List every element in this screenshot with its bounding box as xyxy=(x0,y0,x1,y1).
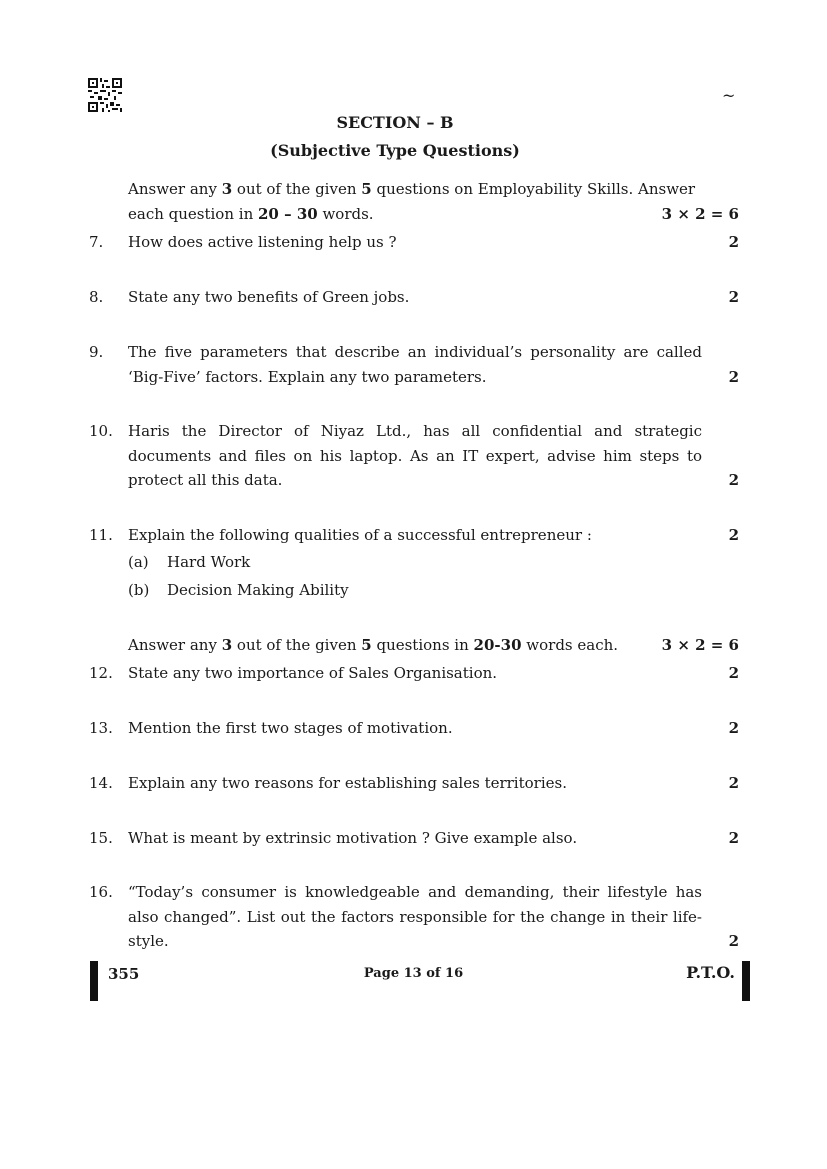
question-text: documents and files on his laptop. As an IT expert, advise him steps to xyxy=(128,447,702,465)
question-number: 13. xyxy=(89,719,113,737)
question-text: How does active listening help us ? xyxy=(128,233,397,251)
question-text: also changed”. List out the factors responsible for the change in their life- xyxy=(128,908,702,926)
instruction-1-line-2: each question in 20 – 30 words. xyxy=(128,205,374,223)
question-marks: 2 xyxy=(728,526,739,544)
question-text: What is meant by extrinsic motivation ? Give example also. xyxy=(128,829,578,847)
section-title: SECTION – B xyxy=(336,113,454,132)
question-marks: 2 xyxy=(728,471,739,489)
subpart-text: Hard Work xyxy=(167,553,251,571)
section-subtitle: (Subjective Type Questions) xyxy=(270,141,520,160)
question-number: 10. xyxy=(89,422,113,440)
question-text: style. xyxy=(128,932,169,950)
footer-page-number: Page 13 of 16 xyxy=(363,966,464,981)
subpart-label: (b) xyxy=(128,581,150,599)
question-number: 14. xyxy=(89,774,113,792)
question-number: 16. xyxy=(89,883,113,901)
question-number: 9. xyxy=(89,343,104,361)
question-marks: 2 xyxy=(728,664,739,682)
subpart-text: Decision Making Ability xyxy=(167,581,349,599)
question-number: 15. xyxy=(89,829,113,847)
question-marks: 2 xyxy=(728,288,739,306)
question-marks: 2 xyxy=(728,233,739,251)
question-number: 11. xyxy=(89,526,113,544)
question-text: “Today’s consumer is knowledgeable and demanding, their lifestyle has xyxy=(128,883,702,901)
question-text: State any two benefits of Green jobs. xyxy=(128,288,410,306)
question-marks: 2 xyxy=(728,774,739,792)
instruction-1-marks: 3 × 2 = 6 xyxy=(661,205,739,223)
footer-right-bar xyxy=(742,961,750,1001)
instruction-2-line-1: Answer any 3 out of the given 5 questions in 20-30 words each. xyxy=(128,636,619,654)
question-text: Explain any two reasons for establishing sales territories. xyxy=(128,774,567,792)
question-text: Haris the Director of Niyaz Ltd., has all confidential and strategic xyxy=(128,422,702,440)
question-marks: 2 xyxy=(728,368,739,386)
question-text: Explain the following qualities of a successful entrepreneur : xyxy=(128,526,592,544)
footer-pto: P.T.O. xyxy=(686,963,735,982)
instruction-2-marks: 3 × 2 = 6 xyxy=(661,636,739,654)
question-text: ‘Big-Five’ factors. Explain any two parameters. xyxy=(128,368,487,386)
question-marks: 2 xyxy=(728,719,739,737)
question-text: protect all this data. xyxy=(128,471,283,489)
question-marks: 2 xyxy=(728,829,739,847)
qr-code-icon xyxy=(88,78,122,112)
question-text: State any two importance of Sales Organisation. xyxy=(128,664,498,682)
question-text: Mention the first two stages of motivation. xyxy=(128,719,453,737)
corner-mark: ~ xyxy=(722,86,736,105)
question-number: 7. xyxy=(89,233,104,251)
subpart-label: (a) xyxy=(128,553,149,571)
instruction-1-line-1: Answer any 3 out of the given 5 questions on Employability Skills. Answer xyxy=(128,180,696,198)
question-text: The five parameters that describe an individual’s personality are called xyxy=(128,343,702,361)
question-number: 8. xyxy=(89,288,104,306)
question-marks: 2 xyxy=(728,932,739,950)
footer-paper-code: 355 xyxy=(108,965,140,983)
question-number: 12. xyxy=(89,664,113,682)
